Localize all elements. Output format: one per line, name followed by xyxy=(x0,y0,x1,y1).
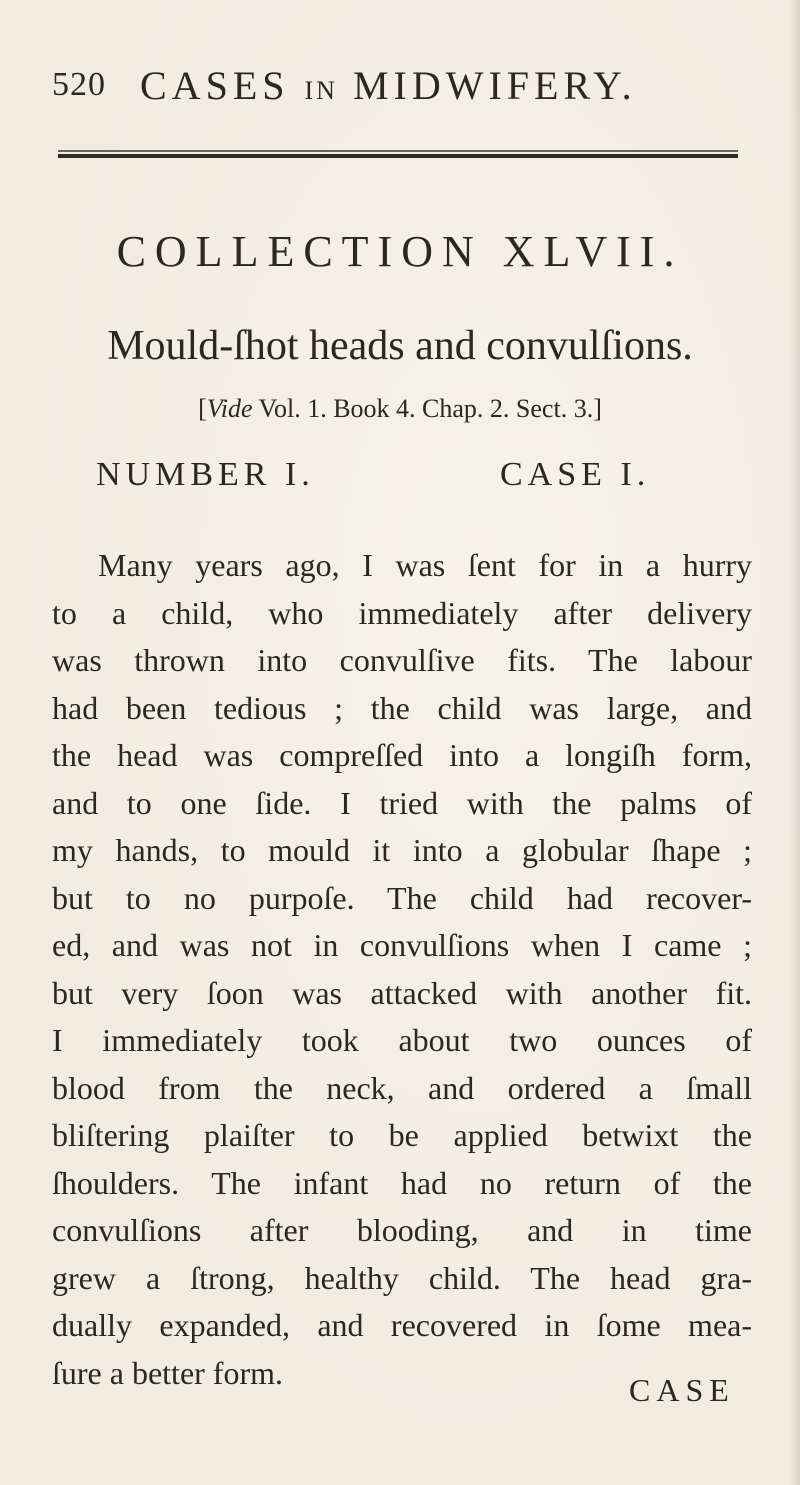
body-line: my hands, to mould it into a globular ſhape ; xyxy=(52,832,752,868)
body-line: the head was compreſſed into a longiſh form, xyxy=(52,737,752,773)
cross-reference xyxy=(0,394,800,424)
body-line: I immediately took about two ounces of xyxy=(52,1022,752,1058)
body-line: bliſtering plaiſter to be applied betwixt the xyxy=(52,1117,752,1153)
collection-title: COLLECTION XLVII. xyxy=(116,227,684,276)
reference-vide: Vide xyxy=(206,394,253,423)
body-line: was thrown into convulſive fits. The labour xyxy=(52,642,752,678)
body-line: blood from the neck, and ordered a ſmall xyxy=(52,1069,752,1106)
body-line: but very ſoon was attacked with another fit. xyxy=(52,974,752,1011)
body-line: had been tedious ; the child was large, and xyxy=(52,689,752,726)
running-title-midwifery: MIDWIFERY. xyxy=(352,63,637,108)
header-rule-thin xyxy=(58,150,738,152)
body-line: grew a ſtrong, healthy child. The head gra- xyxy=(52,1259,752,1296)
number-label: NUMBER I. xyxy=(96,456,315,493)
body-line: dually expanded, and recovered in ſome mea- xyxy=(52,1307,752,1343)
reference-details: Vol. 1. Book 4. Chap. 2. Sect. 3.] xyxy=(252,394,602,423)
case-body-text xyxy=(52,542,752,1397)
body-line: but to no purpoſe. The child had recover- xyxy=(52,879,752,916)
running-title xyxy=(140,62,637,109)
body-line: ſhoulders. The infant had no return of the xyxy=(52,1164,752,1201)
body-line: ed, and was not in convulſions when I came ; xyxy=(52,927,752,963)
section-subtitle: Mould-ſhot heads and convulſions. xyxy=(107,323,693,369)
page-number: 520 xyxy=(52,66,106,103)
reference-open-bracket: [ xyxy=(198,394,207,423)
header-rule xyxy=(58,150,738,159)
body-line: Many years ago, I was ſent for in a hurry xyxy=(98,547,752,583)
body-line: convulſions after blooding, and in time xyxy=(52,1212,752,1248)
header-rule-thick xyxy=(58,154,738,158)
running-head xyxy=(52,58,752,108)
body-line: to a child, who immediately after delivery xyxy=(52,594,752,631)
catchword: CASE xyxy=(629,1372,735,1408)
case-label: CASE I. xyxy=(500,456,651,493)
body-line: ſure a better form. xyxy=(52,1354,283,1391)
body-line: and to one ſide. I tried with the palms of xyxy=(52,784,752,821)
running-title-cases: CASES xyxy=(140,63,290,108)
running-title-in: IN xyxy=(304,76,338,105)
page-edge-shadow xyxy=(788,0,800,1485)
